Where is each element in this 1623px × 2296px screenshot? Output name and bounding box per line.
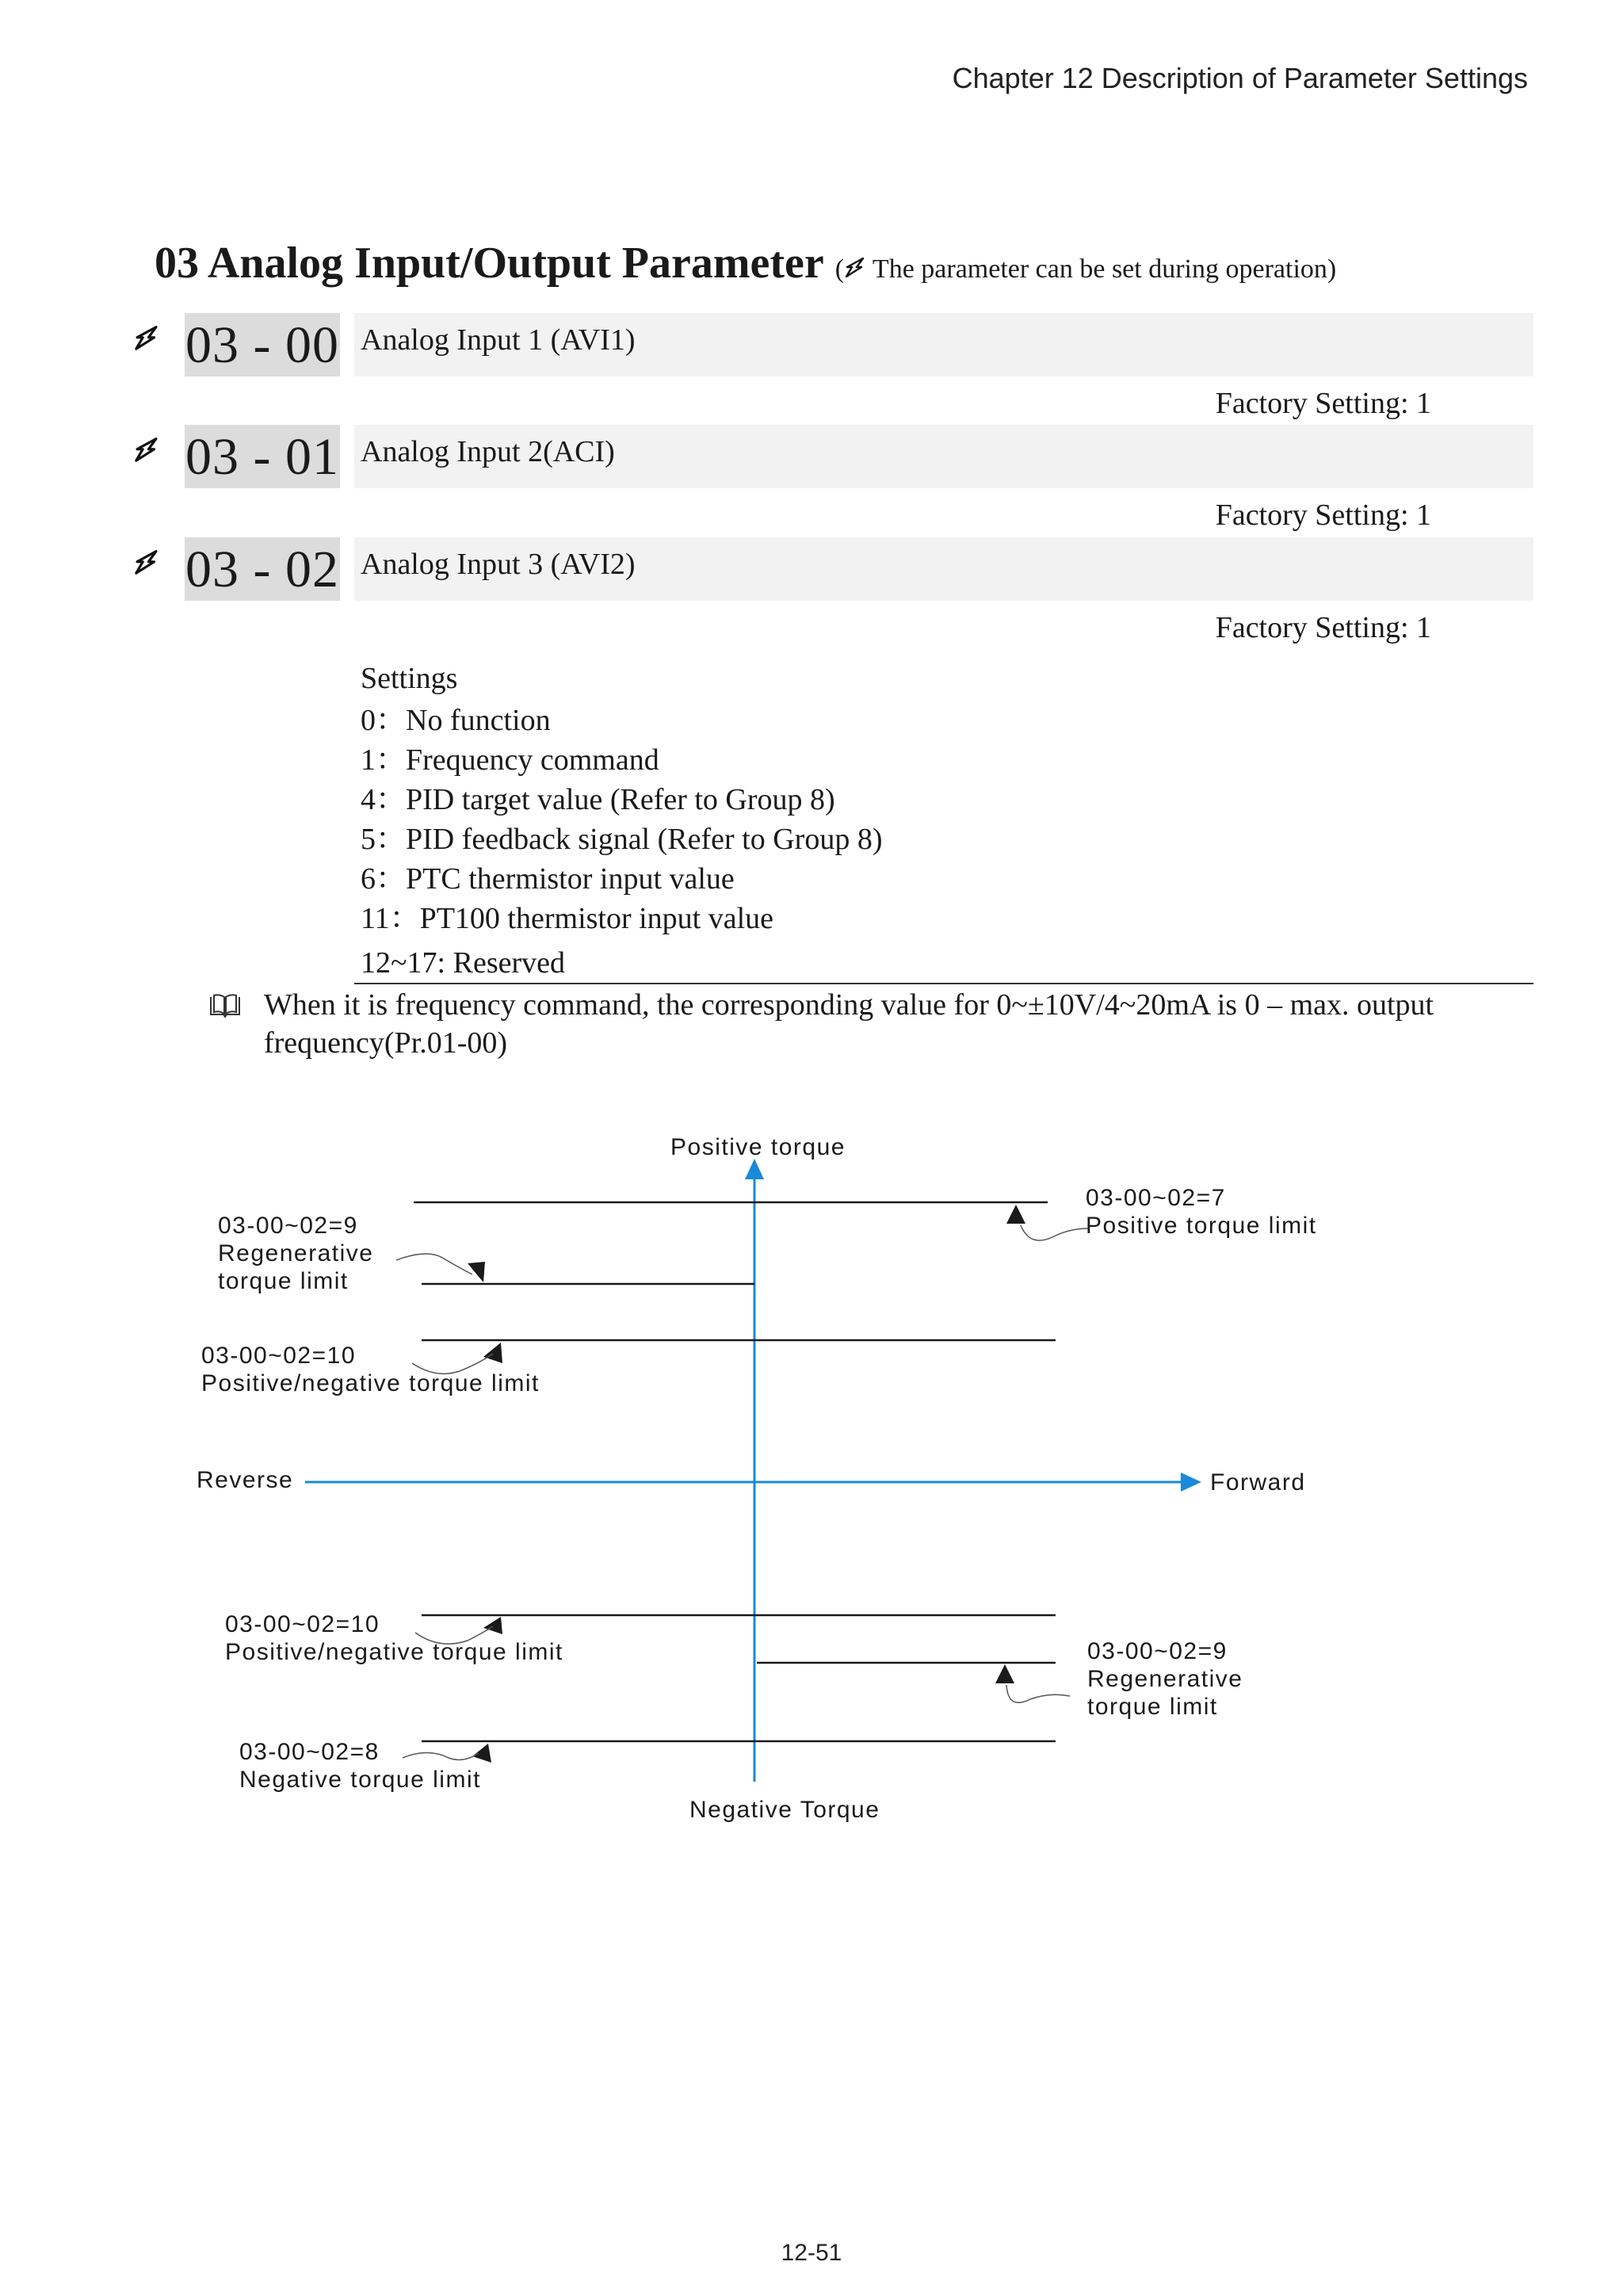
settings-item: 5：PID feedback signal (Refer to Group 8) xyxy=(361,823,883,856)
settings-item: 12~17: Reserved xyxy=(361,946,566,980)
neg-limit-text: Negative torque limit xyxy=(239,1767,481,1793)
factory-setting: Factory Setting: 1 xyxy=(1215,499,1431,532)
label-connector xyxy=(396,1254,472,1274)
settings-item: 1：Frequency command xyxy=(361,743,659,777)
pointer-arrow xyxy=(995,1664,1014,1683)
label-connector xyxy=(403,1753,479,1760)
posneg-top-text: Positive/negative torque limit xyxy=(201,1370,540,1396)
posneg-bottom-text: Positive/negative torque limit xyxy=(225,1639,563,1665)
pos-limit-code: 03-00~02=7 xyxy=(1086,1185,1226,1211)
pointer-arrow xyxy=(1006,1205,1025,1224)
parameter-code: 03 - 01 xyxy=(185,425,340,488)
section-note-text: The parameter can be set during operation) xyxy=(872,254,1337,284)
parameter-code: 03 - 02 xyxy=(185,537,340,601)
settings-item: 0：No function xyxy=(361,704,551,737)
regen-top-text2: torque limit xyxy=(218,1268,349,1294)
parameter-name: Analog Input 1 (AVI1) xyxy=(361,323,636,357)
torque-limit-diagram xyxy=(0,1110,1623,1839)
settings-heading: Settings xyxy=(361,662,458,695)
neg-limit-code: 03-00~02=8 xyxy=(239,1739,380,1765)
regen-bottom-text2: torque limit xyxy=(1087,1694,1218,1720)
lightning-mark-icon xyxy=(133,436,160,468)
label-connector xyxy=(1021,1225,1089,1240)
book-icon xyxy=(208,992,242,1023)
section-title xyxy=(155,238,1336,288)
regen-top-code: 03-00~02=9 xyxy=(218,1213,358,1239)
settings-item: 6：PTC thermistor input value xyxy=(361,862,735,896)
regen-bottom-code: 03-00~02=9 xyxy=(1087,1638,1228,1664)
lightning-mark-icon xyxy=(133,324,160,357)
settings-item: 4：PID target value (Refer to Group 8) xyxy=(361,783,835,816)
pointer-arrow xyxy=(483,1343,502,1363)
parameter-row-03-00 xyxy=(0,313,1623,376)
factory-setting: Factory Setting: 1 xyxy=(1215,387,1431,420)
chapter-header: Chapter 12 Description of Parameter Settings xyxy=(952,62,1528,94)
note-text: When it is frequency command, the corresponding value for 0~±10V/4~20mA is 0 – max. output frequency(Pr.01-00) xyxy=(264,988,1434,1060)
label-connector xyxy=(1006,1685,1070,1702)
reverse-label: Reverse xyxy=(197,1467,294,1493)
divider xyxy=(354,983,1533,984)
pointer-arrow xyxy=(483,1617,502,1634)
positive-torque-label: Positive torque xyxy=(670,1134,846,1160)
section-heading: 03 Analog Input/Output Parameter xyxy=(155,239,824,288)
posneg-bottom-code: 03-00~02=10 xyxy=(225,1611,380,1637)
settings-item: 11：PT100 thermistor input value xyxy=(361,902,774,935)
pointer-arrow xyxy=(468,1262,485,1282)
regen-top-text1: Regenerative xyxy=(218,1240,374,1266)
page-number: 12-51 xyxy=(781,2240,842,2266)
parameter-name: Analog Input 3 (AVI2) xyxy=(361,548,636,581)
negative-torque-label: Negative Torque xyxy=(689,1797,880,1823)
axis-arrow-up xyxy=(745,1159,764,1179)
parameter-name: Analog Input 2(ACI) xyxy=(361,435,615,468)
settings-list xyxy=(361,656,882,983)
parameter-code: 03 - 00 xyxy=(185,313,340,376)
pos-limit-text: Positive torque limit xyxy=(1086,1213,1317,1239)
lightning-mark-icon xyxy=(133,548,160,581)
axis-arrow-right xyxy=(1181,1473,1201,1492)
lightning-mark-icon xyxy=(844,256,866,287)
posneg-top-code: 03-00~02=10 xyxy=(201,1343,357,1369)
factory-setting: Factory Setting: 1 xyxy=(1215,611,1431,644)
pointer-arrow xyxy=(472,1744,491,1763)
parameter-row-03-02 xyxy=(0,537,1623,601)
section-note: ( The parameter can be set during operation) xyxy=(835,254,1337,284)
parameter-row-03-01 xyxy=(0,425,1623,488)
forward-label: Forward xyxy=(1210,1469,1306,1496)
regen-bottom-text1: Regenerative xyxy=(1087,1666,1243,1692)
